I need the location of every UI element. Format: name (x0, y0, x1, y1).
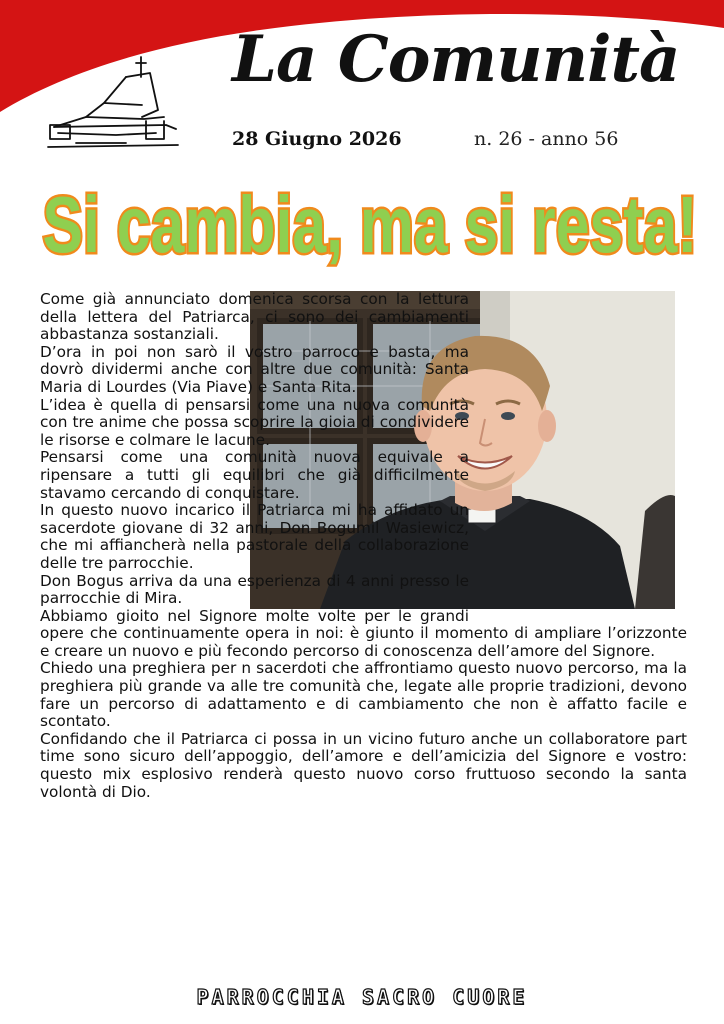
paragraph: D’ora in poi non sarò il vostro parroco e basta, ma dovrò dividermi anche con altre due comunità: Santa Maria di Lourdes (Via Piave) e Santa Rita. (40, 342, 469, 396)
photo-wrap-spacer (477, 291, 687, 609)
paragraph: Abbiamo gioito nel Signore molte volte per le grandi opere che continuamente opera in noi: è giunto il momento di ampliare l’orizzonte e creare un nuovo e più fecondo percorso di conoscenza dell’amore del Signore. (40, 606, 687, 660)
paragraph: Chiedo una preghiera per n sacerdoti che affrontiamo questo nuovo percorso, ma la preghiera più grande va alle tre comunità che, legate alle proprie tradizioni, devono fare un percorso di adattamento e di cambiamento che non è affatto facile e scontato. (40, 659, 687, 731)
headline-text: Si cambia, ma si resta! (42, 180, 698, 269)
issue-number: n. 26 - anno 56 (474, 128, 619, 150)
headline (30, 160, 710, 280)
paragraph: Don Bogus arriva da una esperienza di 4 anni presso le parrocchie di Mira. (40, 571, 469, 608)
article-body (40, 291, 687, 801)
newsletter-title: La Comunità (232, 22, 680, 97)
paragraph: In questo nuovo incarico il Patriarca mi ha affidato un sacerdote giovane di 32 anni, Don Bogumil Wasiewicz, che mi affiancherà nella pastorale della collaborazione delle tre parrocchie. (40, 501, 469, 572)
issue-date: 28 Giugno 2026 (232, 128, 402, 150)
parish-footer: PARROCCHIA SACRO CUORE (196, 985, 528, 1009)
paragraph: Pensarsi come una comunità nuova equivale a ripensare a tutti gli equilibri che già difficilmente stavamo cercando di conquistare. (40, 448, 469, 502)
paragraph: Come già annunciato domenica scorsa con la lettura della lettera del Patriarca, ci sono dei cambiamenti abbastanza sostanziali. (40, 290, 469, 344)
church-logo-icon (46, 55, 181, 150)
paragraph: L’idea è quella di pensarsi come una nuova comunità con tre anime che possa scoprire la gioia di condividere le risorse e colmare le lacune. (40, 395, 469, 449)
paragraph: Confidando che il Patriarca ci possa in un vicino futuro anche un collaboratore part time sono sicuro dell’appoggio, dell’amore e dell’amicizia del Signore e vostro: questo mix esplosivo renderà questo nuovo corso fruttuoso secondo la santa volontà di Dio. (40, 729, 687, 801)
